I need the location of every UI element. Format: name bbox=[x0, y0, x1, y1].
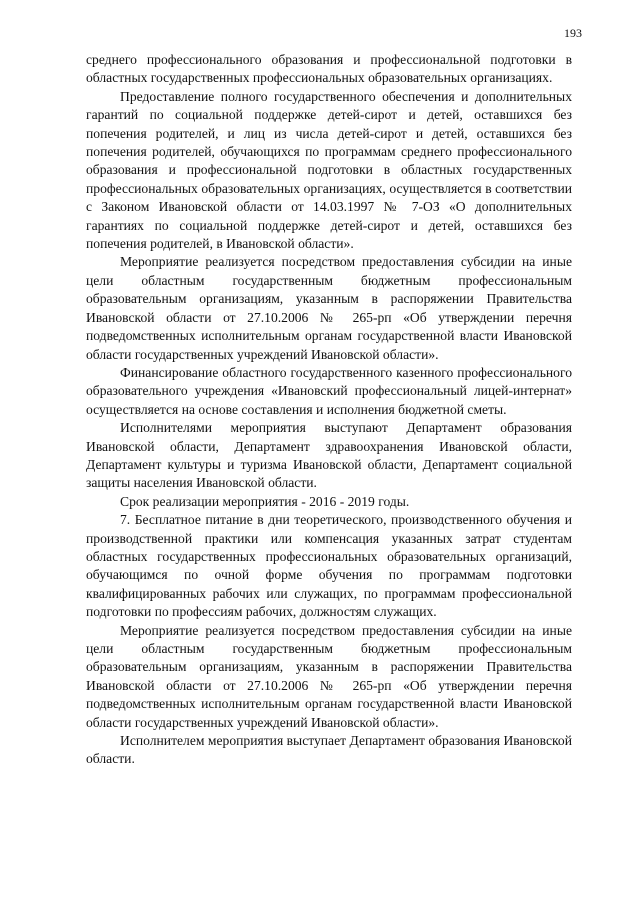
paragraph-item-7-free-meals: 7. Бесплатное питание в дни теоретического, производственного обучения и производственной практики или компенсация указанных затрат студентам областных государственных профессиональных образовательных организаций, обучающимся по очной форме обучения по программам подготовки квалифицированных рабочих или служащих, по программам профессиональной подготовки по профессиям рабочих, должностям служащих. bbox=[86, 512, 572, 620]
paragraph-state-support: Предоставление полного государственного обеспечения и дополнительных гарантий по социальной поддержке детей-сирот и детей, оставшихся без попечения родителей, и лиц из числа детей-сирот и детей, оставшихся без попечения родителей, обучающихся по программам среднего профессионального образования и профессиональной подготовки в областных государственных профессиональных образовательных организациях, осуществляется в соответствии с Законом Ивановской области от 14.03.1997 № 7-ОЗ «О дополнительных гарантиях по социальной поддержке детей-сирот и детей, оставшихся без попечения родителей, в Ивановской области». bbox=[86, 88, 572, 252]
paragraph-lyceum-financing: Финансирование областного государственного казенного профессионального образовательного учреждения «Ивановский профессиональный лицей-интернат» осуществляется на основе составления и исполнения бюджетной сметы. bbox=[86, 364, 572, 417]
paragraph-executor: Исполнителем мероприятия выступает Департамент образования Ивановской области. bbox=[86, 733, 572, 767]
paragraph-continuation: среднего профессионального образования и профессиональной подготовки в областных государственных профессиональных образовательных организациях. bbox=[86, 52, 572, 86]
paragraph-executors: Исполнителями мероприятия выступают Департамент образования Ивановской области, Департамент здравоохранения Ивановской области, Департамент культуры и туризма Ивановской области, Департамент социальной защиты населения Ивановской области. bbox=[86, 420, 572, 491]
paragraph-subsidy-implementation-2: Мероприятие реализуется посредством предоставления субсидии на иные цели областным государственным бюджетным профессиональным образовательным организациям, указанным в распоряжении Правительства Ивановской области от 27.10.2006 № 265-рп «Об утверждении перечня подведомственных исполнительным органам государственной власти Ивановской области государственных учреждений Ивановской области». bbox=[86, 622, 572, 730]
paragraph-subsidy-implementation: Мероприятие реализуется посредством предоставления субсидии на иные цели областным государственным бюджетным профессиональным образовательным организациям, указанным в распоряжении Правительства Ивановской области от 27.10.2006 № 265-рп «Об утверждении перечня подведомственных исполнительным органам государственной власти Ивановской области государственных учреждений Ивановской области». bbox=[86, 254, 572, 362]
page-number: 193 bbox=[564, 26, 582, 40]
paragraph-implementation-period: Срок реализации мероприятия - 2016 - 2019 годы. bbox=[120, 493, 410, 509]
document-body bbox=[86, 51, 572, 769]
